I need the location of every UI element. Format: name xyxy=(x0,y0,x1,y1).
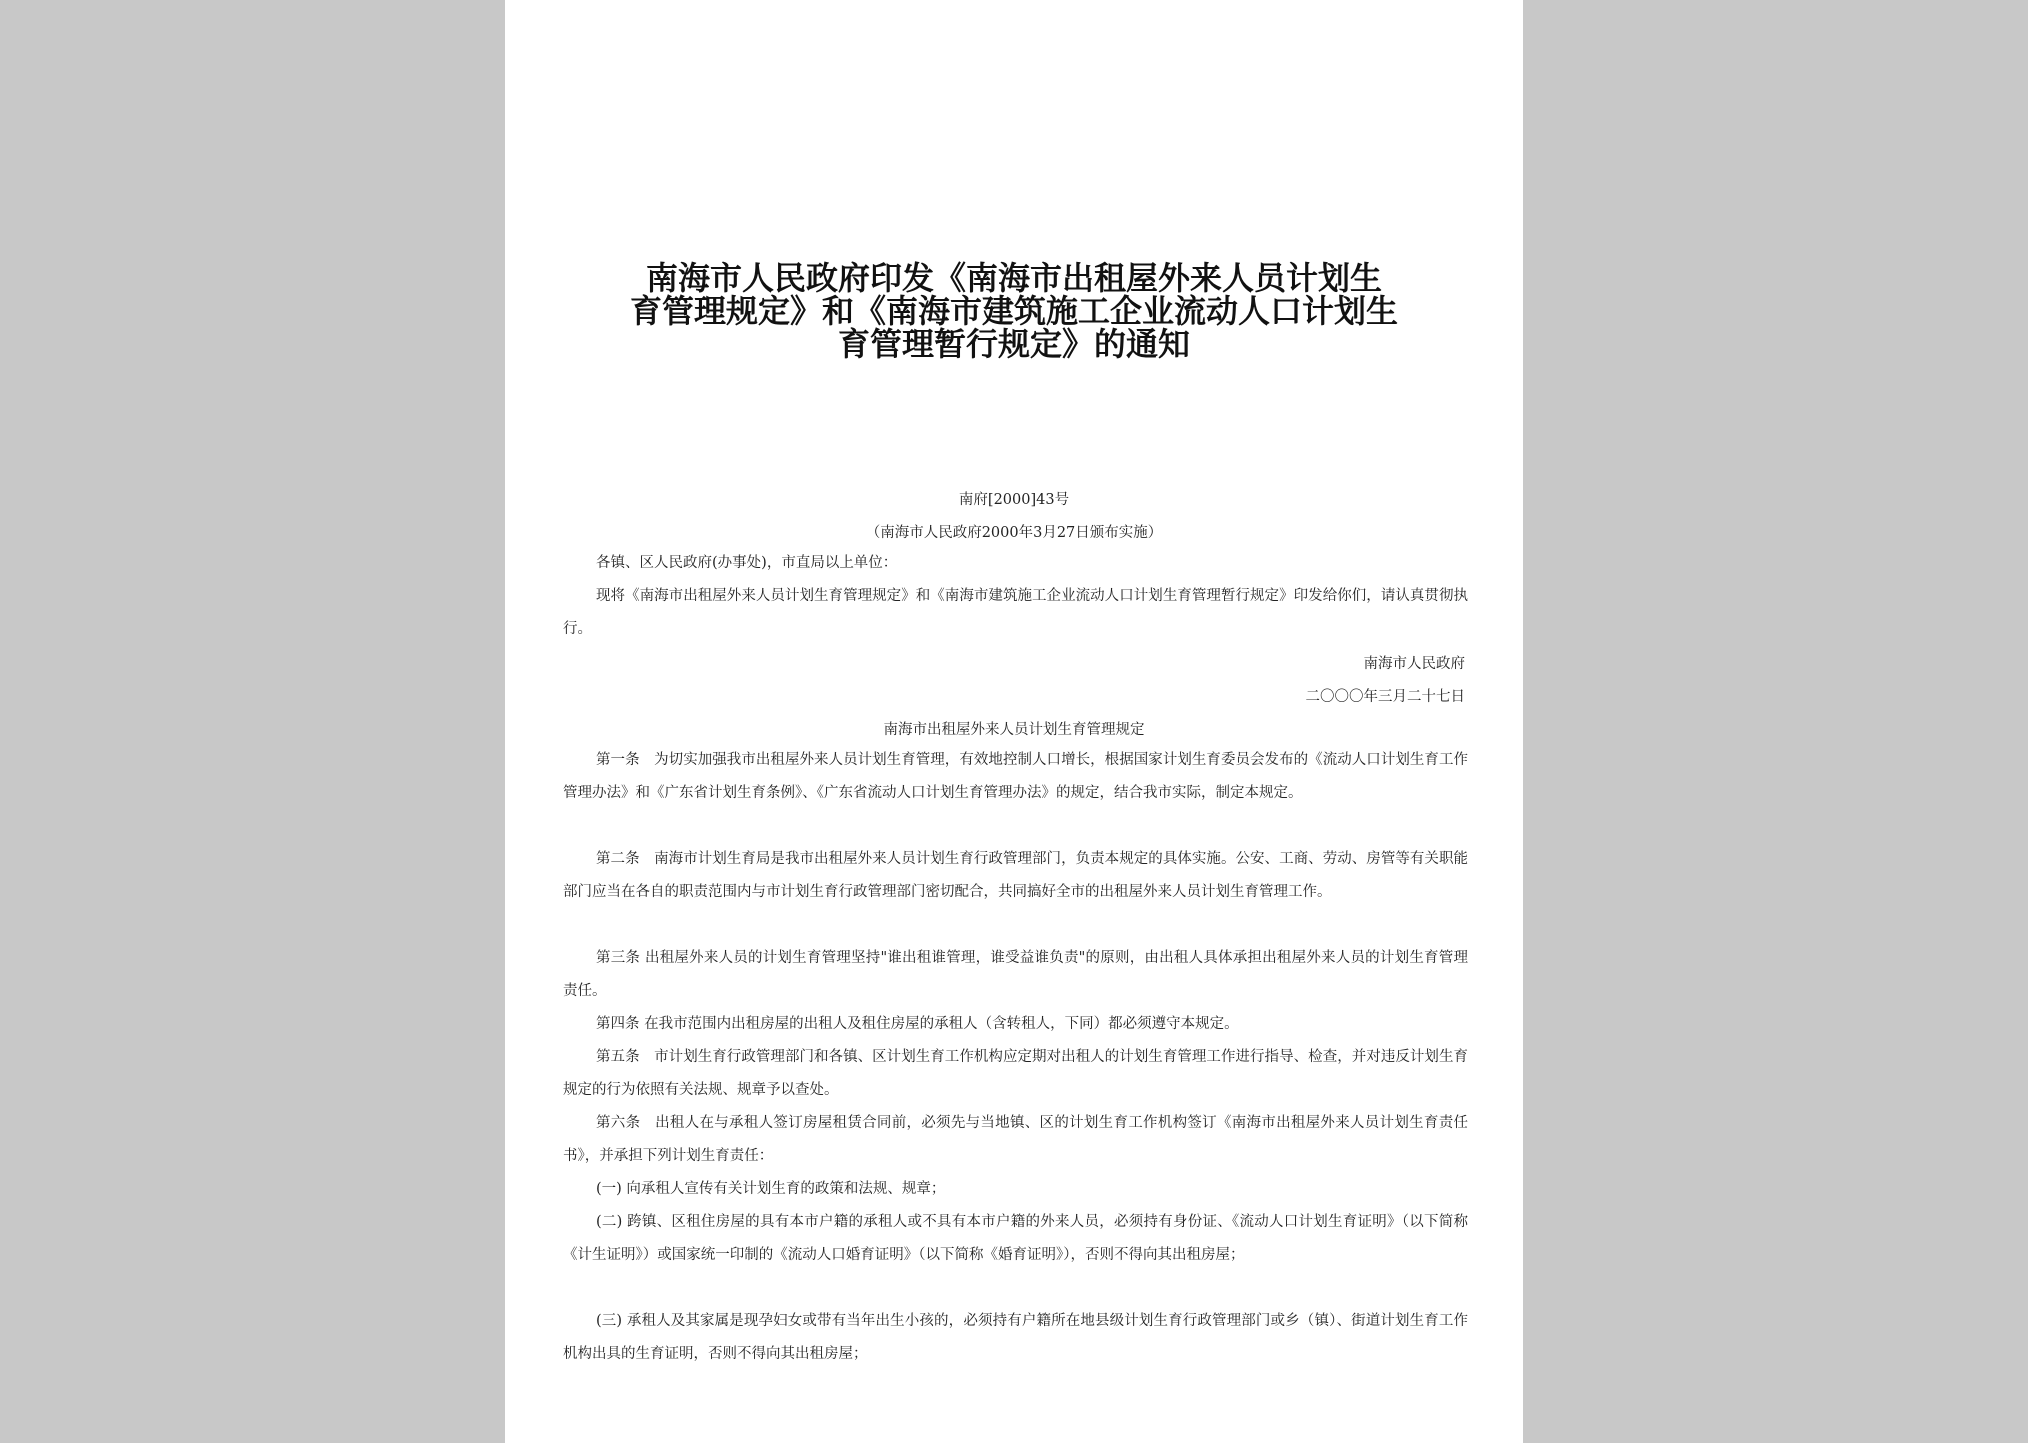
title-line-3: 育管理暂行规定》的通知 xyxy=(837,325,1190,363)
article-3: 第三条 出租屋外来人员的计划生育管理坚持"谁出租谁管理，谁受益谁负责"的原则，由出租人具体承担出租屋外来人员的计划生育管理责任。 xyxy=(563,950,1468,999)
article-6-item-1: (一) 向承租人宣传有关计划生育的政策和法规、规章； xyxy=(596,1181,946,1197)
intro-paragraph: 现将《南海市出租屋外来人员计划生育管理规定》和《南海市建筑施工企业流动人口计划生育管理暂行规定》印发给你们，请认真贯彻执行。 xyxy=(563,588,1468,637)
article-2: 第二条 南海市计划生育局是我市出租屋外来人员计划生育行政管理部门，负责本规定的具体实施。公安、工商、劳动、房管等有关职能部门应当在各自的职责范围内与市计划生育行政管理部门密切配合，共同搞好全市的出租屋外来人员计划生育管理工作。 xyxy=(563,851,1468,900)
title-line-2: 育管理规定》和《南海市建筑施工企业流动人口计划生 xyxy=(629,292,1398,330)
signature-org: 南海市人民政府 xyxy=(1363,656,1465,672)
article-5: 第五条 市计划生育行政管理部门和各镇、区计划生育工作机构应定期对出租人的计划生育管理工作进行指导、检查，并对违反计划生育规定的行为依照有关法规、规章予以查处。 xyxy=(563,1049,1468,1098)
article-6-item-2: (二) 跨镇、区租住房屋的具有本市户籍的承租人或不具有本市户籍的外来人员，必须持有身份证、《流动人口计划生育证明》（以下简称《计生证明》）或国家统一印制的《流动人口婚育证明》（以下简称《婚育证明》），否则不得向其出租房屋； xyxy=(563,1214,1468,1263)
article-1: 第一条 为切实加强我市出租屋外来人员计划生育管理，有效地控制人口增长，根据国家计划生育委员会发布的《流动人口计划生育工作管理办法》和《广东省计划生育条例》、《广东省流动人口计划生育管理办法》的规定，结合我市实际，制定本规定。 xyxy=(563,752,1468,801)
document-page xyxy=(505,0,1523,1443)
addressee: 各镇、区人民政府(办事处)，市直局以上单位： xyxy=(596,555,898,571)
article-6-item-3: (三) 承租人及其家属是现孕妇女或带有当年出生小孩的，必须持有户籍所在地县级计划生育行政管理部门或乡（镇）、街道计划生育工作机构出具的生育证明，否则不得向其出租房屋； xyxy=(563,1313,1468,1362)
title-line-1: 南海市人民政府印发《南海市出租屋外来人员计划生 xyxy=(645,259,1382,297)
article-4: 第四条 在我市范围内出租房屋的出租人及租住房屋的承租人（含转租人，下同）都必须遵守本规定。 xyxy=(596,1016,1239,1032)
issue-note: （南海市人民政府2000年3月27日颁布实施） xyxy=(865,525,1163,541)
signature-date: 二〇〇〇年三月二十七日 xyxy=(1305,689,1465,705)
regulation-subtitle: 南海市出租屋外来人员计划生育管理规定 xyxy=(883,722,1145,738)
document-title xyxy=(563,259,1465,363)
document-number: 南府[2000]43号 xyxy=(958,492,1070,508)
article-6: 第六条 出租人在与承租人签订房屋租赁合同前，必须先与当地镇、区的计划生育工作机构签订《南海市出租屋外来人员计划生育责任书》，并承担下列计划生育责任： xyxy=(563,1115,1468,1164)
